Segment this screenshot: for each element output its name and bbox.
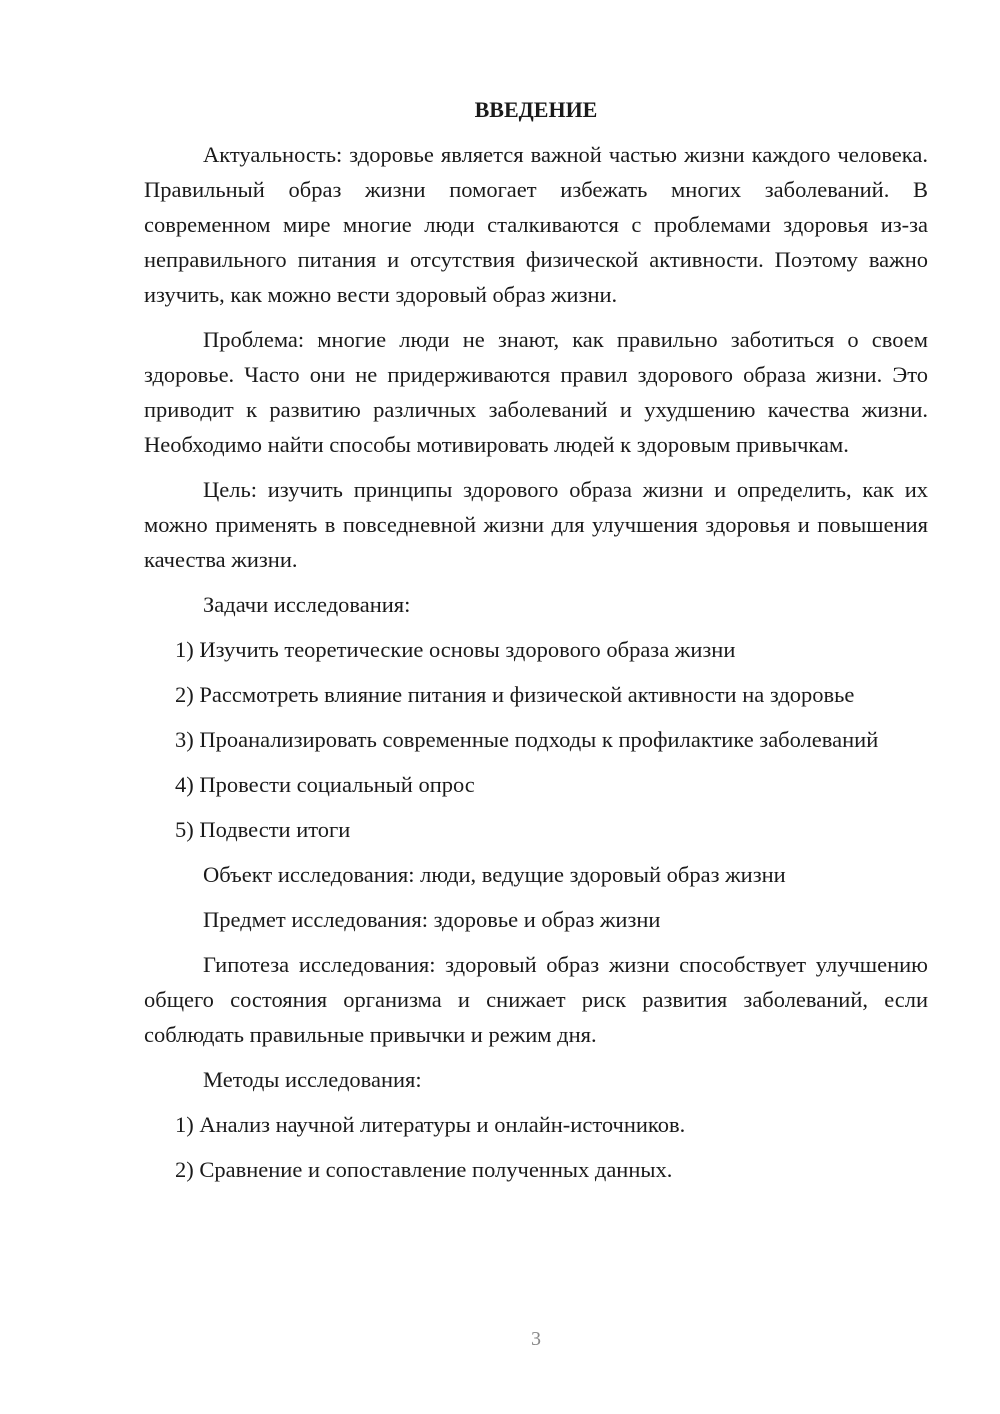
subject-line: Предмет исследования: здоровье и образ жизни [203,907,661,932]
section-title: ВВЕДЕНИЕ [474,97,598,122]
task-item: 5) Подвести итоги [175,817,351,842]
relevance-paragraph: Актуальность: здоровье является важной частью жизни каждого человека. Правильный образ жизни помогает избежать многих заболеваний. В современном мире многие люди сталкиваются с проблемами здоровья из-за неправильного питания и отсутствия физической активности. Поэтому важно изучить, как можно вести здоровый образ жизни. [144,142,928,307]
object-line: Объект исследования: люди, ведущие здоровый образ жизни [203,862,786,887]
method-item: 1) Анализ научной литературы и онлайн-источников. [175,1112,686,1137]
method-item: 2) Сравнение и сопоставление полученных данных. [175,1157,673,1182]
task-item: 2) Рассмотреть влияние питания и физической активности на здоровье [175,682,855,707]
goal-paragraph: Цель: изучить принципы здорового образа жизни и определить, как их можно применять в повседневной жизни для улучшения здоровья и повышения качества жизни. [144,477,928,572]
task-item: 4) Провести социальный опрос [175,772,475,797]
page-number: 3 [531,1328,541,1350]
tasks-heading: Задачи исследования: [203,592,411,617]
task-item: 3) Проанализировать современные подходы к профилактике заболеваний [175,727,879,752]
methods-heading: Методы исследования: [203,1067,422,1092]
task-item: 1) Изучить теоретические основы здорового образа жизни [175,637,736,662]
hypothesis-paragraph: Гипотеза исследования: здоровый образ жизни способствует улучшению общего состояния организма и снижает риск развития заболеваний, если соблюдать правильные привычки и режим дня. [144,952,928,1047]
problem-paragraph: Проблема: многие люди не знают, как правильно заботиться о своем здоровье. Часто они не придерживаются правил здорового образа жизни. Это приводит к развитию различных заболеваний и ухудшению качества жизни. Необходимо найти способы мотивировать людей к здоровым привычкам. [144,327,928,457]
document-page [144,92,928,1197]
